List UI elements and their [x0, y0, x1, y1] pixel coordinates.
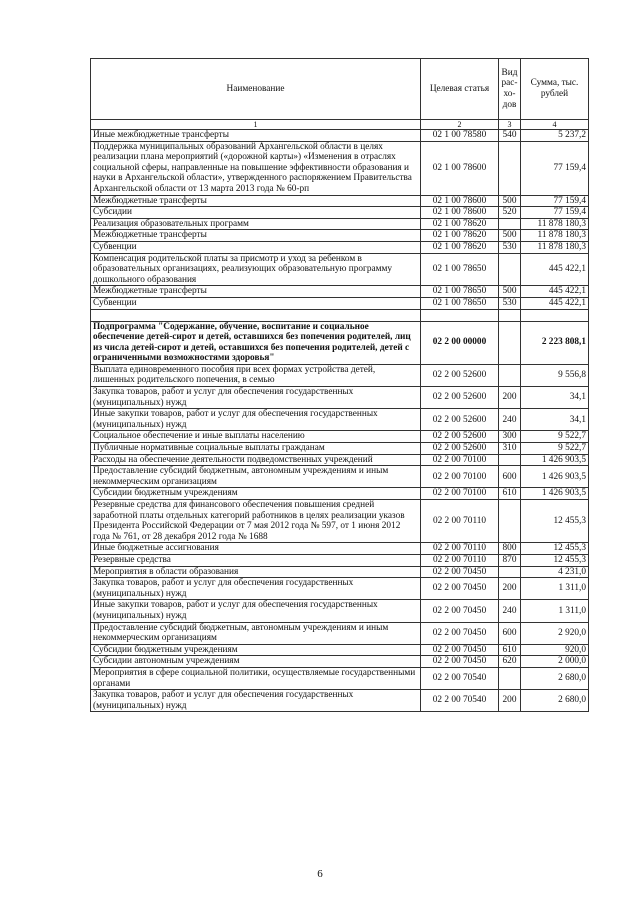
row-type-cell: 530: [499, 297, 521, 309]
row-sum-cell: 445 422,1: [521, 286, 589, 298]
row-type-cell: [499, 321, 521, 364]
row-type-cell: 610: [499, 488, 521, 500]
row-code-cell: 02 2 00 70450: [421, 566, 499, 578]
row-sum-cell: 920,0: [521, 644, 589, 656]
row-name-cell: Межбюджетные трансферты: [91, 286, 421, 298]
row-name-cell: Закупка товаров, работ и услуг для обеспечения государственных (муниципальных) нужд: [91, 690, 421, 712]
row-type-cell: [499, 667, 521, 689]
column-number: 3: [499, 120, 521, 130]
row-sum-cell: 2 920,0: [521, 622, 589, 644]
row-name-cell: Межбюджетные трансферты: [91, 230, 421, 242]
row-type-cell: [499, 253, 521, 286]
row-code-cell: 02 1 00 78600: [421, 141, 499, 195]
row-code-cell: [421, 309, 499, 321]
row-sum-cell: 1 311,0: [521, 600, 589, 622]
row-code-cell: 02 2 00 70100: [421, 454, 499, 466]
row-type-cell: 200: [499, 387, 521, 409]
row-sum-cell: 77 159,4: [521, 207, 589, 219]
row-sum-cell: 34,1: [521, 387, 589, 409]
row-name-cell: Компенсация родительской платы за присмотр и уход за ребенком в образовательных организациях, реализующих образовательную программу дошкольного образования: [91, 253, 421, 286]
row-type-cell: 620: [499, 656, 521, 668]
row-sum-cell: 445 422,1: [521, 297, 589, 309]
table-row: [91, 286, 589, 298]
row-name-cell: [91, 309, 421, 321]
row-sum-cell: 1 426 903,5: [521, 466, 589, 488]
row-code-cell: 02 2 00 70450: [421, 578, 499, 600]
table-body: [91, 130, 589, 712]
row-sum-cell: 1 426 903,5: [521, 454, 589, 466]
row-type-cell: [499, 364, 521, 386]
row-name-cell: Иные межбюджетные трансферты: [91, 130, 421, 142]
row-type-cell: 540: [499, 130, 521, 142]
header-target-article: Целевая статья: [421, 59, 499, 120]
row-name-cell: Субвенции: [91, 297, 421, 309]
row-sum-cell: 4 231,0: [521, 566, 589, 578]
row-code-cell: 02 1 00 78650: [421, 297, 499, 309]
row-type-cell: [499, 141, 521, 195]
table-row: [91, 644, 589, 656]
row-name-cell: Расходы на обеспечение деятельности подведомственных учреждений: [91, 454, 421, 466]
table-row: [91, 387, 589, 409]
header-name: Наименование: [91, 59, 421, 120]
row-sum-cell: 2 000,0: [521, 656, 589, 668]
row-name-cell: Субсидии бюджетным учреждениям: [91, 644, 421, 656]
table-row: [91, 253, 589, 286]
page-number: 6: [317, 868, 323, 880]
row-code-cell: 02 2 00 70450: [421, 644, 499, 656]
row-sum-cell: 11 878 180,3: [521, 230, 589, 242]
budget-table: [90, 58, 589, 712]
row-code-cell: 02 2 00 52600: [421, 443, 499, 455]
row-sum-cell: 9 522,7: [521, 443, 589, 455]
row-type-cell: 240: [499, 409, 521, 431]
row-code-cell: 02 2 00 52600: [421, 409, 499, 431]
row-type-cell: 610: [499, 644, 521, 656]
row-code-cell: 02 2 00 52600: [421, 364, 499, 386]
column-number: 1: [91, 120, 421, 130]
row-type-cell: [499, 500, 521, 543]
row-name-cell: Поддержка муниципальных образований Архангельской области в целях реализации плана мероприятий («дорожной карты») «Изменения в отраслях социальной сферы, направленные на повышение эффективности образования и науки в Архангельской области», утвержденного распоряжением Правительства Архангельской области от 13 марта 2013 года № 60-рп: [91, 141, 421, 195]
row-code-cell: 02 2 00 70110: [421, 554, 499, 566]
row-code-cell: 02 2 00 70110: [421, 500, 499, 543]
row-type-cell: 310: [499, 443, 521, 455]
row-code-cell: 02 2 00 70450: [421, 622, 499, 644]
row-sum-cell: 12 455,3: [521, 500, 589, 543]
row-type-cell: [499, 309, 521, 321]
table-row: [91, 141, 589, 195]
row-name-cell: Подпрограмма "Содержание, обучение, воспитание и социальное обеспечение детей-сирот и детей, оставшихся без попечения родителей, лиц из числа детей-сирот и детей, оставшихся без попечения родителей, детей с ограниченными возможностями здоровья": [91, 321, 421, 364]
table-row: [91, 466, 589, 488]
row-name-cell: Субсидии автономным учреждениям: [91, 656, 421, 668]
row-type-cell: 200: [499, 578, 521, 600]
row-name-cell: Выплата единовременного пособия при всех формах устройства детей, лишенных родительского попечения, в семью: [91, 364, 421, 386]
row-sum-cell: 2 680,0: [521, 667, 589, 689]
row-code-cell: 02 2 00 70450: [421, 600, 499, 622]
row-name-cell: Иные бюджетные ассигнования: [91, 543, 421, 555]
row-sum-cell: 12 455,3: [521, 543, 589, 555]
row-code-cell: 02 1 00 78650: [421, 253, 499, 286]
table-row: [91, 454, 589, 466]
table-row: [91, 218, 589, 230]
row-name-cell: Публичные нормативные социальные выплаты гражданам: [91, 443, 421, 455]
row-sum-cell: 1 426 903,5: [521, 488, 589, 500]
row-name-cell: Субсидии: [91, 207, 421, 219]
row-type-cell: 500: [499, 230, 521, 242]
table-row: [91, 554, 589, 566]
row-type-cell: [499, 566, 521, 578]
row-name-cell: Мероприятия в сфере социальной политики, осуществляемые государственными органами: [91, 667, 421, 689]
row-sum-cell: 77 159,4: [521, 195, 589, 207]
row-sum-cell: 77 159,4: [521, 141, 589, 195]
row-type-cell: 200: [499, 690, 521, 712]
row-name-cell: Закупка товаров, работ и услуг для обеспечения государственных (муниципальных) нужд: [91, 387, 421, 409]
row-code-cell: 02 2 00 70100: [421, 466, 499, 488]
row-name-cell: Субвенции: [91, 241, 421, 253]
row-code-cell: 02 2 00 70100: [421, 488, 499, 500]
row-code-cell: 02 1 00 78620: [421, 230, 499, 242]
row-code-cell: 02 2 00 70110: [421, 543, 499, 555]
row-code-cell: 02 2 00 52600: [421, 387, 499, 409]
table-row: [91, 431, 589, 443]
table-row: [91, 207, 589, 219]
table-row: [91, 364, 589, 386]
row-code-cell: 02 1 00 78650: [421, 286, 499, 298]
row-sum-cell: 11 878 180,3: [521, 218, 589, 230]
row-type-cell: [499, 454, 521, 466]
header-sum: Сумма, тыс. рублей: [521, 59, 589, 120]
row-name-cell: Резервные средства для финансового обеспечения повышения средней заработной платы отдельных категорий работников в целях реализации указов Президента Российской Федерации от 7 мая 2012 года № 597, от 1 июня 2012 года № 761, от 28 декабря 2012 года № 1688: [91, 500, 421, 543]
row-code-cell: 02 2 00 70540: [421, 690, 499, 712]
row-sum-cell: 2 680,0: [521, 690, 589, 712]
table-row: [91, 195, 589, 207]
table-row: [91, 488, 589, 500]
row-type-cell: 800: [499, 543, 521, 555]
row-name-cell: Предоставление субсидий бюджетным, автономным учреждениям и иным некоммерческим организациям: [91, 466, 421, 488]
table-row: [91, 543, 589, 555]
row-code-cell: 02 2 00 70540: [421, 667, 499, 689]
row-name-cell: Реализация образовательных программ: [91, 218, 421, 230]
table-row: [91, 443, 589, 455]
row-sum-cell: 9 522,7: [521, 431, 589, 443]
table-row: [91, 500, 589, 543]
row-name-cell: Иные закупки товаров, работ и услуг для обеспечения государственных (муниципальных) нужд: [91, 409, 421, 431]
row-type-cell: 500: [499, 286, 521, 298]
table-row: [91, 667, 589, 689]
row-code-cell: 02 2 00 52600: [421, 431, 499, 443]
table-row: [91, 578, 589, 600]
table-row: [91, 409, 589, 431]
row-sum-cell: 445 422,1: [521, 253, 589, 286]
row-type-cell: 600: [499, 466, 521, 488]
row-name-cell: Мероприятия в области образования: [91, 566, 421, 578]
row-type-cell: 520: [499, 207, 521, 219]
row-name-cell: Закупка товаров, работ и услуг для обеспечения государственных (муниципальных) нужд: [91, 578, 421, 600]
row-type-cell: 870: [499, 554, 521, 566]
row-sum-cell: 34,1: [521, 409, 589, 431]
column-number: 2: [421, 120, 499, 130]
row-name-cell: Резервные средства: [91, 554, 421, 566]
table-row: [91, 656, 589, 668]
row-name-cell: Предоставление субсидий бюджетным, автономным учреждениям и иным некоммерческим организациям: [91, 622, 421, 644]
table-row: [91, 230, 589, 242]
row-name-cell: Субсидии бюджетным учреждениям: [91, 488, 421, 500]
table-row: [91, 241, 589, 253]
row-type-cell: 240: [499, 600, 521, 622]
row-name-cell: Иные закупки товаров, работ и услуг для обеспечения государственных (муниципальных) нужд: [91, 600, 421, 622]
row-type-cell: 530: [499, 241, 521, 253]
row-sum-cell: 9 556,8: [521, 364, 589, 386]
row-sum-cell: 12 455,3: [521, 554, 589, 566]
row-code-cell: 02 1 00 78600: [421, 195, 499, 207]
row-code-cell: 02 2 00 00000: [421, 321, 499, 364]
row-type-cell: 500: [499, 195, 521, 207]
row-type-cell: 300: [499, 431, 521, 443]
table-row: [91, 622, 589, 644]
row-code-cell: 02 1 00 78580: [421, 130, 499, 142]
table-row: [91, 297, 589, 309]
row-sum-cell: 2 223 808,1: [521, 321, 589, 364]
row-code-cell: 02 1 00 78620: [421, 218, 499, 230]
row-name-cell: Социальное обеспечение и иные выплаты населению: [91, 431, 421, 443]
row-code-cell: 02 1 00 78600: [421, 207, 499, 219]
row-type-cell: [499, 218, 521, 230]
row-sum-cell: 11 878 180,3: [521, 241, 589, 253]
budget-table-page: [90, 58, 588, 712]
column-number-row: [91, 120, 589, 130]
table-row: [91, 321, 589, 364]
column-number: 4: [521, 120, 589, 130]
row-type-cell: 600: [499, 622, 521, 644]
table-row: [91, 690, 589, 712]
table-row: [91, 130, 589, 142]
table-row: [91, 566, 589, 578]
row-code-cell: 02 2 00 70450: [421, 656, 499, 668]
row-sum-cell: [521, 309, 589, 321]
table-header-row: [91, 59, 589, 120]
table-row: [91, 600, 589, 622]
row-sum-cell: 5 237,2: [521, 130, 589, 142]
row-sum-cell: 1 311,0: [521, 578, 589, 600]
table-row: [91, 309, 589, 321]
row-code-cell: 02 1 00 78620: [421, 241, 499, 253]
row-name-cell: Межбюджетные трансферты: [91, 195, 421, 207]
header-expense-type: Вид рас- хо- дов: [499, 59, 521, 120]
